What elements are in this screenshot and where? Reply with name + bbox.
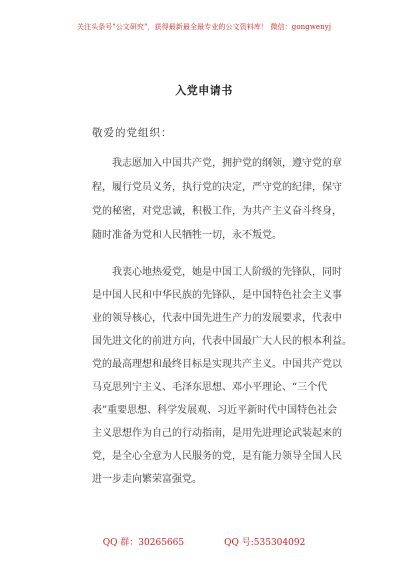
salutation: 敬爱的党组织： [92, 127, 173, 139]
paragraph-2-line: 主义思想作为自己的行动指南，是用先进理论武装起来的 [92, 428, 342, 439]
paragraph-1-line: 党的秘密，对党忠诚，积极工作，为共产主义奋斗终身， [92, 206, 342, 217]
paragraph-2-line: 国先进文化的前进方向，代表中国最广大人民的根本利益。 [92, 336, 352, 347]
footer-qq-group: QQ 群：30265665 [102, 538, 185, 548]
paragraph-2-line: 进一步走向繁荣富强党。 [92, 474, 202, 485]
paragraph-2-line: 业的领导核心，代表中国先进生产力的发展要求，代表中 [92, 313, 342, 324]
footer-qq-number: QQ 号:535304092 [224, 538, 306, 548]
paragraph-1-line: 程，履行党员义务，执行党的决定，严守党的纪律，保守 [92, 182, 342, 193]
paragraph-1-line: 随时准备为党和人民牺牲一切，永不叛党。 [92, 230, 282, 241]
paragraph-2-line: 是中国人民和中华民族的先锋队，是中国特色社会主义事 [92, 290, 342, 301]
paragraph-2-line: 党，是全心全意为人民服务的党，是有能力领导全国人民 [92, 451, 342, 462]
footer [0, 535, 408, 548]
paragraph-2-line: 我衷心地热爱党，她是中国工人阶级的先锋队，同时 [112, 267, 342, 278]
paragraph-2-line: 党的最高理想和最终目标是实现共产主义。中国共产党以 [92, 359, 342, 370]
paragraph-2-line: 表”重要思想、科学发展观、习近平新时代中国特色社会 [92, 405, 338, 416]
header-note: 关注头条号"公文研究"，获得最新最全最专业的公文资料库！ 微信：gongwenyj [76, 23, 332, 31]
paragraph-2-line: 马克思列宁主义、毛泽东思想、邓小平理论、“三个代 [92, 382, 328, 393]
document-title: 入党申请书 [175, 84, 233, 97]
paragraph-1-line: 我志愿加入中国共产党，拥护党的纲领，遵守党的章 [112, 158, 342, 169]
